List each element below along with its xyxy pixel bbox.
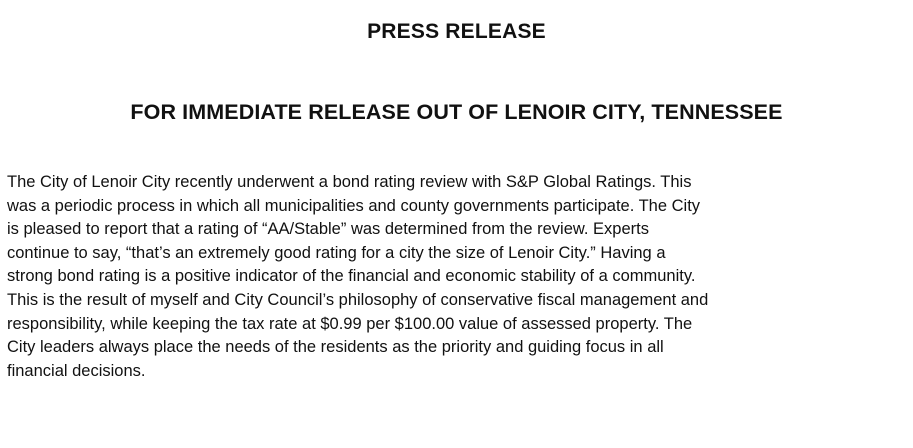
body-line-3: is pleased to report that a rating of “AA/Stable” was determined from the review. Experts — [7, 220, 649, 239]
body-line-8: City leaders always place the needs of the residents as the priority and guiding focus in all — [7, 338, 664, 357]
body-line-4: continue to say, “that’s an extremely good rating for a city the size of Lenoir City.” Having a — [7, 243, 666, 262]
body-line-5: strong bond rating is a positive indicator of the financial and economic stability of a community. — [7, 267, 696, 286]
body-line-6: This is the result of myself and City Council’s philosophy of conservative fiscal management and — [7, 290, 709, 309]
document-title: PRESS RELEASE — [367, 20, 546, 43]
body-line-7: responsibility, while keeping the tax rate at $0.99 per $100.00 value of assessed property. The — [7, 314, 693, 333]
document-subtitle: FOR IMMEDIATE RELEASE OUT OF LENOIR CITY, TENNESSEE — [130, 100, 783, 124]
body-line-9: financial decisions. — [7, 361, 146, 380]
body-line-2: was a periodic process in which all municipalities and county governments participate. The City — [7, 196, 701, 215]
body-line-1: The City of Lenoir City recently underwent a bond rating review with S&P Global Ratings. This — [7, 173, 692, 191]
body-paragraph — [7, 171, 907, 383]
